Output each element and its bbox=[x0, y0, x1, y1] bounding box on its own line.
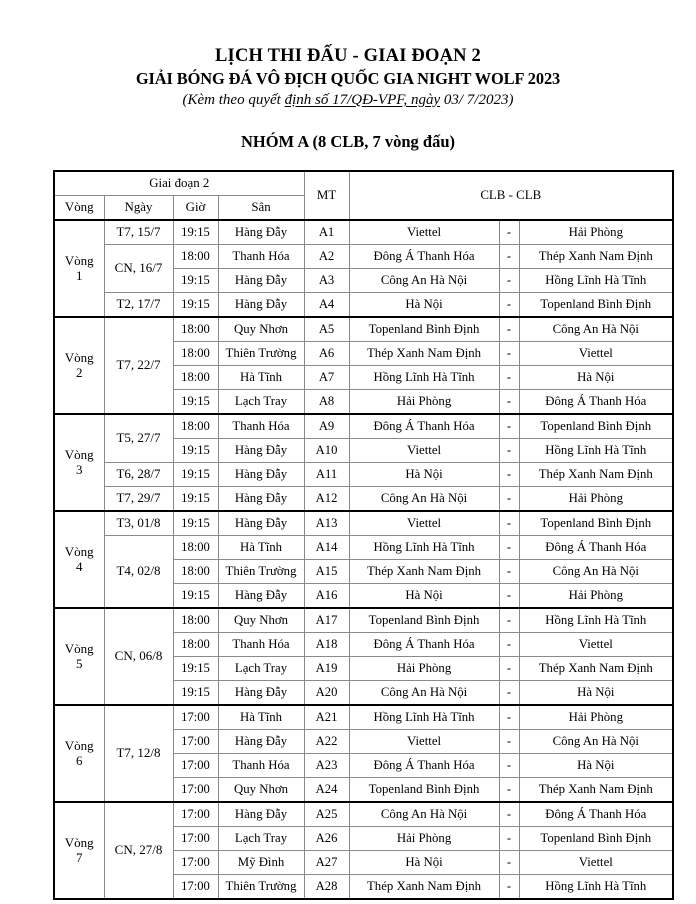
match-time: 18:00 bbox=[173, 560, 218, 584]
home-club: Công An Hà Nội bbox=[349, 487, 499, 512]
match-time: 18:00 bbox=[173, 366, 218, 390]
home-club: Hải Phòng bbox=[349, 827, 499, 851]
table-row bbox=[54, 802, 673, 827]
round-label bbox=[54, 608, 104, 705]
match-code: A2 bbox=[304, 245, 349, 269]
vs-separator: - bbox=[499, 269, 519, 293]
match-time: 18:00 bbox=[173, 414, 218, 439]
match-code: A20 bbox=[304, 681, 349, 706]
match-code: A17 bbox=[304, 608, 349, 633]
match-time: 19:15 bbox=[173, 269, 218, 293]
column-header-date: Ngày bbox=[104, 196, 173, 221]
round-label bbox=[54, 511, 104, 608]
match-date: T7, 22/7 bbox=[104, 317, 173, 414]
match-venue: Thanh Hóa bbox=[218, 754, 304, 778]
column-header-round: Vòng bbox=[54, 196, 104, 221]
home-club: Hà Nội bbox=[349, 851, 499, 875]
match-code: A10 bbox=[304, 439, 349, 463]
round-label-number: 4 bbox=[76, 558, 83, 574]
table-head bbox=[54, 171, 673, 220]
away-club: Thép Xanh Nam Định bbox=[519, 778, 673, 803]
match-venue: Thanh Hóa bbox=[218, 245, 304, 269]
table-row bbox=[54, 487, 673, 512]
match-venue: Hàng Đẫy bbox=[218, 463, 304, 487]
home-club: Hà Nội bbox=[349, 463, 499, 487]
match-venue: Hàng Đẫy bbox=[218, 584, 304, 609]
vs-separator: - bbox=[499, 536, 519, 560]
away-club: Viettel bbox=[519, 342, 673, 366]
stage-header: Giai đoạn 2 bbox=[54, 171, 304, 196]
decision-note-suffix: 03/ 7/2023) bbox=[440, 91, 514, 108]
away-club: Topenland Bình Định bbox=[519, 827, 673, 851]
match-time: 19:15 bbox=[173, 511, 218, 536]
vs-separator: - bbox=[499, 463, 519, 487]
column-header-venue: Sân bbox=[218, 196, 304, 221]
match-time: 17:00 bbox=[173, 827, 218, 851]
vs-separator: - bbox=[499, 245, 519, 269]
vs-separator: - bbox=[499, 657, 519, 681]
vs-separator: - bbox=[499, 317, 519, 342]
home-club: Đông Á Thanh Hóa bbox=[349, 414, 499, 439]
match-time: 17:00 bbox=[173, 851, 218, 875]
decision-note-underlined: định số 17/QĐ-VPF, ngày bbox=[284, 91, 441, 108]
match-code: A5 bbox=[304, 317, 349, 342]
match-venue: Hà Tĩnh bbox=[218, 536, 304, 560]
vs-separator: - bbox=[499, 705, 519, 730]
vs-separator: - bbox=[499, 802, 519, 827]
round-label-number: 2 bbox=[76, 364, 83, 380]
away-club: Thép Xanh Nam Định bbox=[519, 657, 673, 681]
match-time: 17:00 bbox=[173, 778, 218, 803]
vs-separator: - bbox=[499, 390, 519, 415]
table-row bbox=[54, 511, 673, 536]
vs-separator: - bbox=[499, 608, 519, 633]
match-venue: Hàng Đẫy bbox=[218, 269, 304, 293]
away-club: Hải Phòng bbox=[519, 584, 673, 609]
vs-separator: - bbox=[499, 633, 519, 657]
match-time: 17:00 bbox=[173, 754, 218, 778]
home-club: Đông Á Thanh Hóa bbox=[349, 754, 499, 778]
match-code: A24 bbox=[304, 778, 349, 803]
home-club: Viettel bbox=[349, 511, 499, 536]
home-club: Hải Phòng bbox=[349, 657, 499, 681]
round-label-word: Vòng bbox=[64, 738, 94, 754]
round-label-number: 1 bbox=[76, 267, 83, 283]
match-venue: Thanh Hóa bbox=[218, 414, 304, 439]
match-time: 19:15 bbox=[173, 584, 218, 609]
round-label-word: Vòng bbox=[64, 835, 94, 851]
home-club: Viettel bbox=[349, 730, 499, 754]
table-row bbox=[54, 220, 673, 245]
match-time: 18:00 bbox=[173, 245, 218, 269]
table-row bbox=[54, 317, 673, 342]
match-venue: Lạch Tray bbox=[218, 390, 304, 415]
match-venue: Lạch Tray bbox=[218, 657, 304, 681]
vs-separator: - bbox=[499, 851, 519, 875]
away-club: Viettel bbox=[519, 633, 673, 657]
match-time: 19:15 bbox=[173, 293, 218, 318]
away-club: Hà Nội bbox=[519, 754, 673, 778]
table-row bbox=[54, 414, 673, 439]
match-time: 19:15 bbox=[173, 439, 218, 463]
home-club: Topenland Bình Định bbox=[349, 317, 499, 342]
table-row bbox=[54, 293, 673, 318]
vs-separator: - bbox=[499, 875, 519, 900]
document-header bbox=[0, 0, 696, 152]
away-club: Viettel bbox=[519, 851, 673, 875]
home-club: Viettel bbox=[349, 439, 499, 463]
vs-separator: - bbox=[499, 511, 519, 536]
home-club: Đông Á Thanh Hóa bbox=[349, 245, 499, 269]
column-header-time: Giờ bbox=[173, 196, 218, 221]
vs-separator: - bbox=[499, 730, 519, 754]
match-code: A14 bbox=[304, 536, 349, 560]
round-label-number: 6 bbox=[76, 752, 83, 768]
round-label-number: 5 bbox=[76, 655, 83, 671]
match-code: A26 bbox=[304, 827, 349, 851]
match-time: 17:00 bbox=[173, 705, 218, 730]
match-code: A4 bbox=[304, 293, 349, 318]
vs-separator: - bbox=[499, 414, 519, 439]
vs-separator: - bbox=[499, 754, 519, 778]
match-date: T6, 28/7 bbox=[104, 463, 173, 487]
match-venue: Hàng Đẫy bbox=[218, 511, 304, 536]
round-label-word: Vòng bbox=[64, 641, 94, 657]
home-club: Hồng Lĩnh Hà Tĩnh bbox=[349, 366, 499, 390]
match-date: T7, 15/7 bbox=[104, 220, 173, 245]
table-body bbox=[54, 220, 673, 899]
match-code: A15 bbox=[304, 560, 349, 584]
match-venue: Hàng Đẫy bbox=[218, 293, 304, 318]
home-club: Thép Xanh Nam Định bbox=[349, 560, 499, 584]
home-club: Topenland Bình Định bbox=[349, 608, 499, 633]
match-date: T3, 01/8 bbox=[104, 511, 173, 536]
home-club: Hà Nội bbox=[349, 293, 499, 318]
home-club: Công An Hà Nội bbox=[349, 802, 499, 827]
match-date: T7, 29/7 bbox=[104, 487, 173, 512]
home-club: Công An Hà Nội bbox=[349, 681, 499, 706]
match-date: T5, 27/7 bbox=[104, 414, 173, 463]
away-club: Hồng Lĩnh Hà Tĩnh bbox=[519, 439, 673, 463]
match-venue: Lạch Tray bbox=[218, 827, 304, 851]
match-venue: Hà Tĩnh bbox=[218, 705, 304, 730]
round-label-number: 3 bbox=[76, 461, 83, 477]
match-code: A11 bbox=[304, 463, 349, 487]
match-code: A28 bbox=[304, 875, 349, 900]
away-club: Đông Á Thanh Hóa bbox=[519, 390, 673, 415]
home-club: Đông Á Thanh Hóa bbox=[349, 633, 499, 657]
match-time: 18:00 bbox=[173, 633, 218, 657]
away-club: Thép Xanh Nam Định bbox=[519, 245, 673, 269]
match-venue: Hàng Đẫy bbox=[218, 681, 304, 706]
match-code: A3 bbox=[304, 269, 349, 293]
schedule-table bbox=[53, 170, 674, 900]
match-venue: Thanh Hóa bbox=[218, 633, 304, 657]
match-code: A16 bbox=[304, 584, 349, 609]
match-code: A18 bbox=[304, 633, 349, 657]
match-code: A9 bbox=[304, 414, 349, 439]
round-label-word: Vòng bbox=[64, 447, 94, 463]
match-venue: Quy Nhơn bbox=[218, 778, 304, 803]
group-title: NHÓM A (8 CLB, 7 vòng đấu) bbox=[240, 132, 456, 152]
schedule-table-container bbox=[53, 170, 672, 900]
home-club: Thép Xanh Nam Định bbox=[349, 342, 499, 366]
away-club: Hà Nội bbox=[519, 366, 673, 390]
home-club: Hồng Lĩnh Hà Tĩnh bbox=[349, 536, 499, 560]
table-header-row-top bbox=[54, 171, 673, 196]
page-title: LỊCH THI ĐẤU - GIAI ĐOẠN 2 bbox=[215, 46, 481, 66]
match-code: A25 bbox=[304, 802, 349, 827]
match-time: 19:15 bbox=[173, 463, 218, 487]
round-label-number: 7 bbox=[76, 849, 83, 865]
match-date: CN, 16/7 bbox=[104, 245, 173, 293]
home-club: Hà Nội bbox=[349, 584, 499, 609]
away-club: Hải Phòng bbox=[519, 705, 673, 730]
table-row bbox=[54, 705, 673, 730]
match-code: A8 bbox=[304, 390, 349, 415]
table-row bbox=[54, 463, 673, 487]
match-code: A12 bbox=[304, 487, 349, 512]
away-club: Topenland Bình Định bbox=[519, 511, 673, 536]
match-time: 17:00 bbox=[173, 730, 218, 754]
match-date: T4, 02/8 bbox=[104, 536, 173, 609]
table-row bbox=[54, 245, 673, 269]
match-code: A19 bbox=[304, 657, 349, 681]
match-venue: Hàng Đẫy bbox=[218, 730, 304, 754]
decision-note bbox=[0, 91, 696, 110]
match-venue: Thiên Trường bbox=[218, 342, 304, 366]
vs-separator: - bbox=[499, 220, 519, 245]
match-venue: Quy Nhơn bbox=[218, 317, 304, 342]
match-code: A13 bbox=[304, 511, 349, 536]
match-code: A7 bbox=[304, 366, 349, 390]
match-code: A6 bbox=[304, 342, 349, 366]
vs-separator: - bbox=[499, 487, 519, 512]
away-club: Công An Hà Nội bbox=[519, 317, 673, 342]
vs-separator: - bbox=[499, 366, 519, 390]
round-label bbox=[54, 414, 104, 511]
home-club: Công An Hà Nội bbox=[349, 269, 499, 293]
vs-separator: - bbox=[499, 827, 519, 851]
vs-separator: - bbox=[499, 439, 519, 463]
match-venue: Quy Nhơn bbox=[218, 608, 304, 633]
match-venue: Thiên Trường bbox=[218, 560, 304, 584]
match-venue: Thiên Trường bbox=[218, 875, 304, 900]
round-label bbox=[54, 705, 104, 802]
away-club: Hồng Lĩnh Hà Tĩnh bbox=[519, 269, 673, 293]
match-time: 17:00 bbox=[173, 802, 218, 827]
away-club: Thép Xanh Nam Định bbox=[519, 463, 673, 487]
match-time: 18:00 bbox=[173, 317, 218, 342]
match-venue: Hàng Đẫy bbox=[218, 802, 304, 827]
match-date: T2, 17/7 bbox=[104, 293, 173, 318]
away-club: Đông Á Thanh Hóa bbox=[519, 536, 673, 560]
vs-separator: - bbox=[499, 560, 519, 584]
match-venue: Hà Tĩnh bbox=[218, 366, 304, 390]
match-code: A21 bbox=[304, 705, 349, 730]
match-time: 19:15 bbox=[173, 657, 218, 681]
round-label bbox=[54, 802, 104, 899]
away-club: Hải Phòng bbox=[519, 220, 673, 245]
match-date: CN, 06/8 bbox=[104, 608, 173, 705]
match-code: A23 bbox=[304, 754, 349, 778]
vs-separator: - bbox=[499, 681, 519, 706]
match-time: 19:15 bbox=[173, 220, 218, 245]
match-code: A22 bbox=[304, 730, 349, 754]
round-label-word: Vòng bbox=[64, 253, 94, 269]
match-time: 19:15 bbox=[173, 487, 218, 512]
match-time: 18:00 bbox=[173, 608, 218, 633]
match-time: 19:15 bbox=[173, 390, 218, 415]
away-club: Hồng Lĩnh Hà Tĩnh bbox=[519, 608, 673, 633]
round-label bbox=[54, 220, 104, 317]
match-date: CN, 27/8 bbox=[104, 802, 173, 899]
round-label-word: Vòng bbox=[64, 350, 94, 366]
match-code: A27 bbox=[304, 851, 349, 875]
table-row bbox=[54, 536, 673, 560]
column-header-clb: CLB - CLB bbox=[349, 171, 673, 220]
away-club: Đông Á Thanh Hóa bbox=[519, 802, 673, 827]
vs-separator: - bbox=[499, 293, 519, 318]
away-club: Công An Hà Nội bbox=[519, 560, 673, 584]
table-row bbox=[54, 608, 673, 633]
away-club: Hà Nội bbox=[519, 681, 673, 706]
decision-note-prefix: (Kèm theo quyết bbox=[182, 91, 285, 108]
match-time: 17:00 bbox=[173, 875, 218, 900]
home-club: Viettel bbox=[349, 220, 499, 245]
home-club: Hồng Lĩnh Hà Tĩnh bbox=[349, 705, 499, 730]
away-club: Hồng Lĩnh Hà Tĩnh bbox=[519, 875, 673, 900]
column-header-mt: MT bbox=[304, 171, 349, 220]
vs-separator: - bbox=[499, 778, 519, 803]
match-venue: Hàng Đẫy bbox=[218, 487, 304, 512]
home-club: Thép Xanh Nam Định bbox=[349, 875, 499, 900]
round-label bbox=[54, 317, 104, 414]
page-subtitle: GIẢI BÓNG ĐÁ VÔ ĐỊCH QUỐC GIA NIGHT WOLF 2023 bbox=[135, 68, 561, 88]
vs-separator: - bbox=[499, 342, 519, 366]
match-venue: Hàng Đẫy bbox=[218, 439, 304, 463]
match-venue: Mỹ Đình bbox=[218, 851, 304, 875]
away-club: Topenland Bình Định bbox=[519, 414, 673, 439]
away-club: Topenland Bình Định bbox=[519, 293, 673, 318]
away-club: Hải Phòng bbox=[519, 487, 673, 512]
match-time: 18:00 bbox=[173, 536, 218, 560]
vs-separator: - bbox=[499, 584, 519, 609]
match-time: 18:00 bbox=[173, 342, 218, 366]
home-club: Topenland Bình Định bbox=[349, 778, 499, 803]
match-time: 19:15 bbox=[173, 681, 218, 706]
away-club: Công An Hà Nội bbox=[519, 730, 673, 754]
round-label-word: Vòng bbox=[64, 544, 94, 560]
home-club: Hải Phòng bbox=[349, 390, 499, 415]
match-venue: Hàng Đẫy bbox=[218, 220, 304, 245]
match-date: T7, 12/8 bbox=[104, 705, 173, 802]
match-code: A1 bbox=[304, 220, 349, 245]
